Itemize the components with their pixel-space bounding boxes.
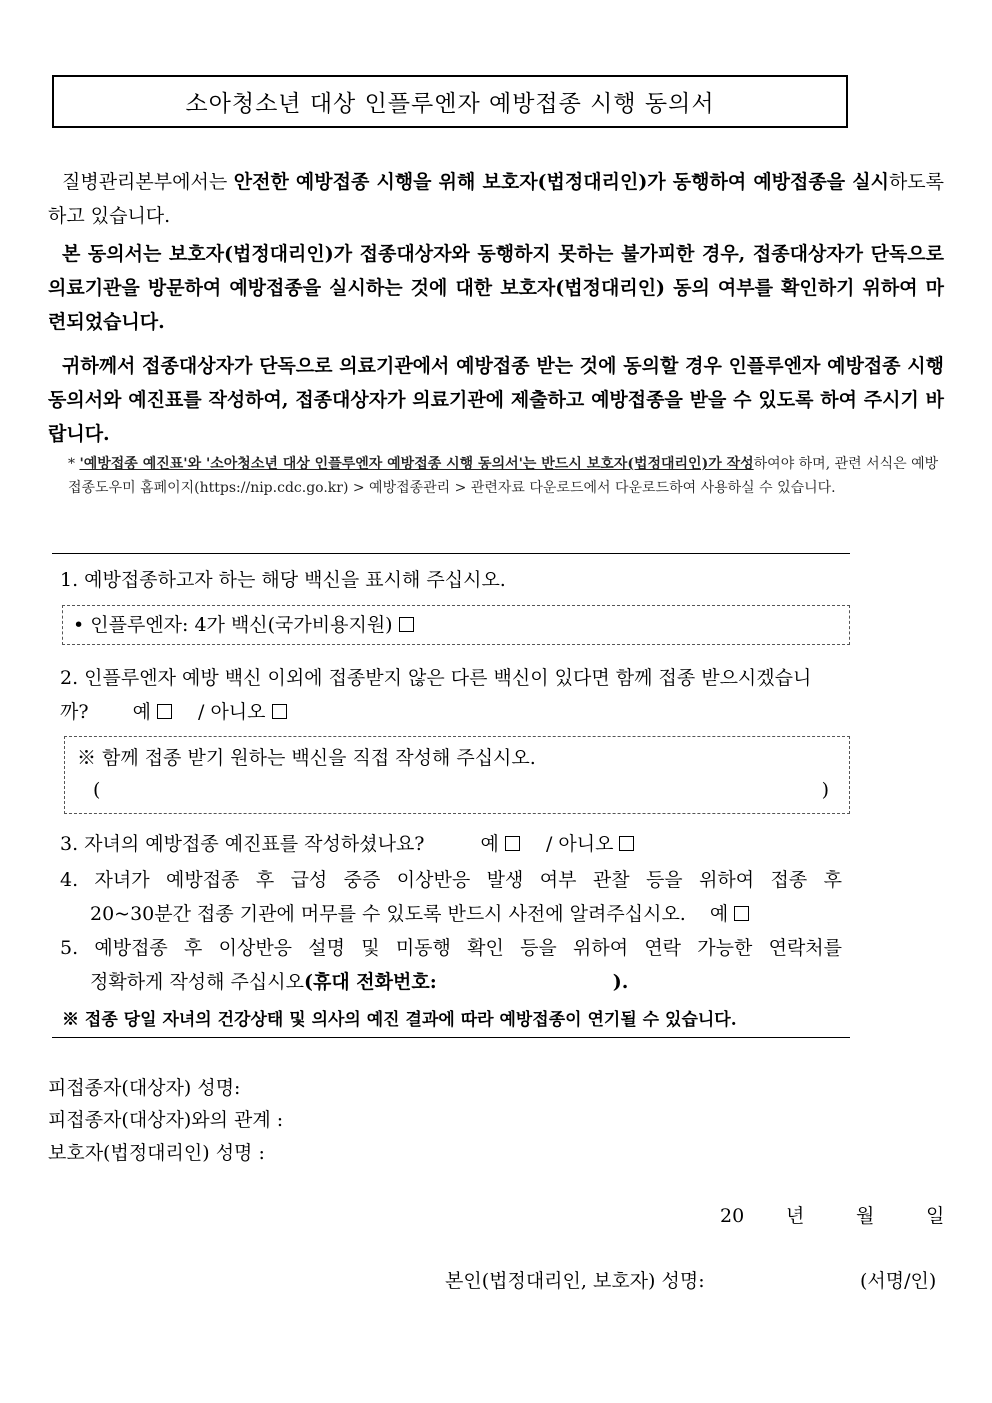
date-year-label: 년 (786, 1205, 805, 1227)
q2-yes-label: 예 (132, 701, 151, 723)
q4-yes-label: 예 (709, 903, 729, 925)
q3-yes-checkbox[interactable] (505, 836, 520, 851)
q4-line-2: 20~30분간 접종 기관에 머무를 수 있도록 반드시 사전에 알려주십시오. (90, 903, 686, 925)
q2-paren-close: ) (821, 779, 829, 801)
footnote (68, 452, 944, 500)
q1-option-label: • 인플루엔자: 4가 백신(국가비용지원) (73, 614, 393, 636)
question-4 (60, 863, 842, 931)
q5-phone-label: (휴대 전화번호: (303, 971, 437, 993)
date-month-label: 월 (856, 1205, 875, 1227)
guardian-name-label: 보호자(법정대리인) 성명 : (48, 1142, 265, 1164)
q2-yes-checkbox[interactable] (157, 704, 172, 719)
form-title: 소아청소년 대상 인플루엔자 예방접종 시행 동의서 (52, 75, 848, 128)
q3-text: 3. 자녀의 예방접종 예진표를 작성하셨나요? (60, 833, 425, 855)
q2-vaccine-write-field[interactable] (77, 775, 849, 805)
footnote-bold: '예방접종 예진표'와 '소아청소년 대상 인플루엔자 예방접종 시행 동의서'는 반드시 보호자(법정대리인)가 작성 (79, 456, 754, 472)
q2-line-2: 까? (60, 701, 89, 723)
guardian-name-field[interactable] (300, 1137, 670, 1169)
intro-paragraph-1 (48, 165, 944, 233)
q2-line-1: 2. 인플루엔자 예방 백신 이외에 접종받지 않은 다른 백신이 있다면 함께 접종 받으시겠습니 (60, 667, 812, 689)
sign-stamp-label: (서명/인) (860, 1270, 937, 1292)
q4-yes-checkbox[interactable] (734, 906, 749, 921)
q4-line-1: 4. 자녀가 예방접종 후 급성 중증 이상반응 발생 여부 관찰 등을 위하여 접종 후 (60, 869, 842, 891)
intro-paragraph-2: 본 동의서는 보호자(법정대리인)가 접종대상자와 동행하지 못하는 불가피한 경우, 접종대상자가 단독으로 의료기관을 방문하여 예방접종을 실시하는 것에 대한 보호자(법정대리인) 동의 여부를 확인하기 위하여 마련되었습니다. (48, 243, 944, 333)
intro-paragraph-3: 귀하께서 접종대상자가 단독으로 의료기관에서 예방접종 받는 것에 동의할 경우 인플루엔자 예방접종 시행 동의서와 예진표를 작성하여, 접종대상자가 의료기관에 제출하고 예방접종을 받을 수 있도록 하여 주시기 바랍니다. (48, 355, 944, 445)
q5-line-2a: 정확하게 작성해 주십시오 (90, 971, 304, 993)
q2-no-checkbox[interactable] (272, 704, 287, 719)
intro-p1-a: 질병관리본부에서는 (62, 171, 234, 193)
intro-p1-b: 안전한 예방접종 시행을 위해 보호자(법정대리인)가 동행하여 예방접종을 실시 (233, 171, 889, 193)
q2-other-vaccine-box (64, 736, 850, 814)
signer-label: 본인(법정대리인, 보호자) 성명: (445, 1270, 705, 1292)
date-day-label: 일 (926, 1205, 945, 1227)
footnote-star: * (68, 456, 75, 472)
q2-no-label: / 아니오 (198, 701, 266, 723)
q3-no-checkbox[interactable] (619, 836, 634, 851)
question-5 (60, 931, 842, 999)
q5-line-2c: ). (612, 971, 629, 993)
q5-line-1: 5. 예방접종 후 이상반응 설명 및 미동행 확인 등을 위하여 연락 가능한 연락처를 (60, 937, 842, 959)
footnote-rest: 하여야 하며, 관련 서식은 예방접종도우미 홈페이지(https://nip.cdc.go.kr) > 예방접종관리 > 관련자료 다운로드에서 다운로드하여 사용하실 수 있습니다. (68, 456, 939, 496)
question-1-option-box (62, 605, 850, 645)
q3-yes-label: 예 (480, 833, 499, 855)
q2-paren-open: ( (93, 779, 101, 801)
intro-p1-c: 하도록 하고 있습니다. (48, 171, 944, 227)
relation-label: 피접종자(대상자)와의 관계 : (48, 1109, 284, 1131)
date-year-prefix: 20 (720, 1205, 745, 1227)
section-divider-bottom (52, 1037, 850, 1038)
signer-name-field[interactable] (735, 1265, 855, 1297)
question-1: 1. 예방접종하고자 하는 해당 백신을 표시해 주십시오. (60, 569, 506, 591)
question-3 (60, 827, 634, 861)
postpone-warning: ※ 접종 당일 자녀의 건강상태 및 의사의 예진 결과에 따라 예방접종이 연기될 수 있습니다. (62, 1010, 737, 1030)
q2-box-instruction: ※ 함께 접종 받기 원하는 백신을 직접 작성해 주십시오. (77, 747, 536, 769)
relation-field[interactable] (320, 1104, 670, 1136)
question-2 (60, 661, 850, 729)
section-divider-top (52, 553, 850, 554)
subject-name-field[interactable] (270, 1072, 670, 1104)
q1-vaccine-checkbox[interactable] (399, 617, 414, 632)
subject-name-label: 피접종자(대상자) 성명: (48, 1077, 241, 1099)
q3-no-label: / 아니오 (545, 833, 614, 855)
